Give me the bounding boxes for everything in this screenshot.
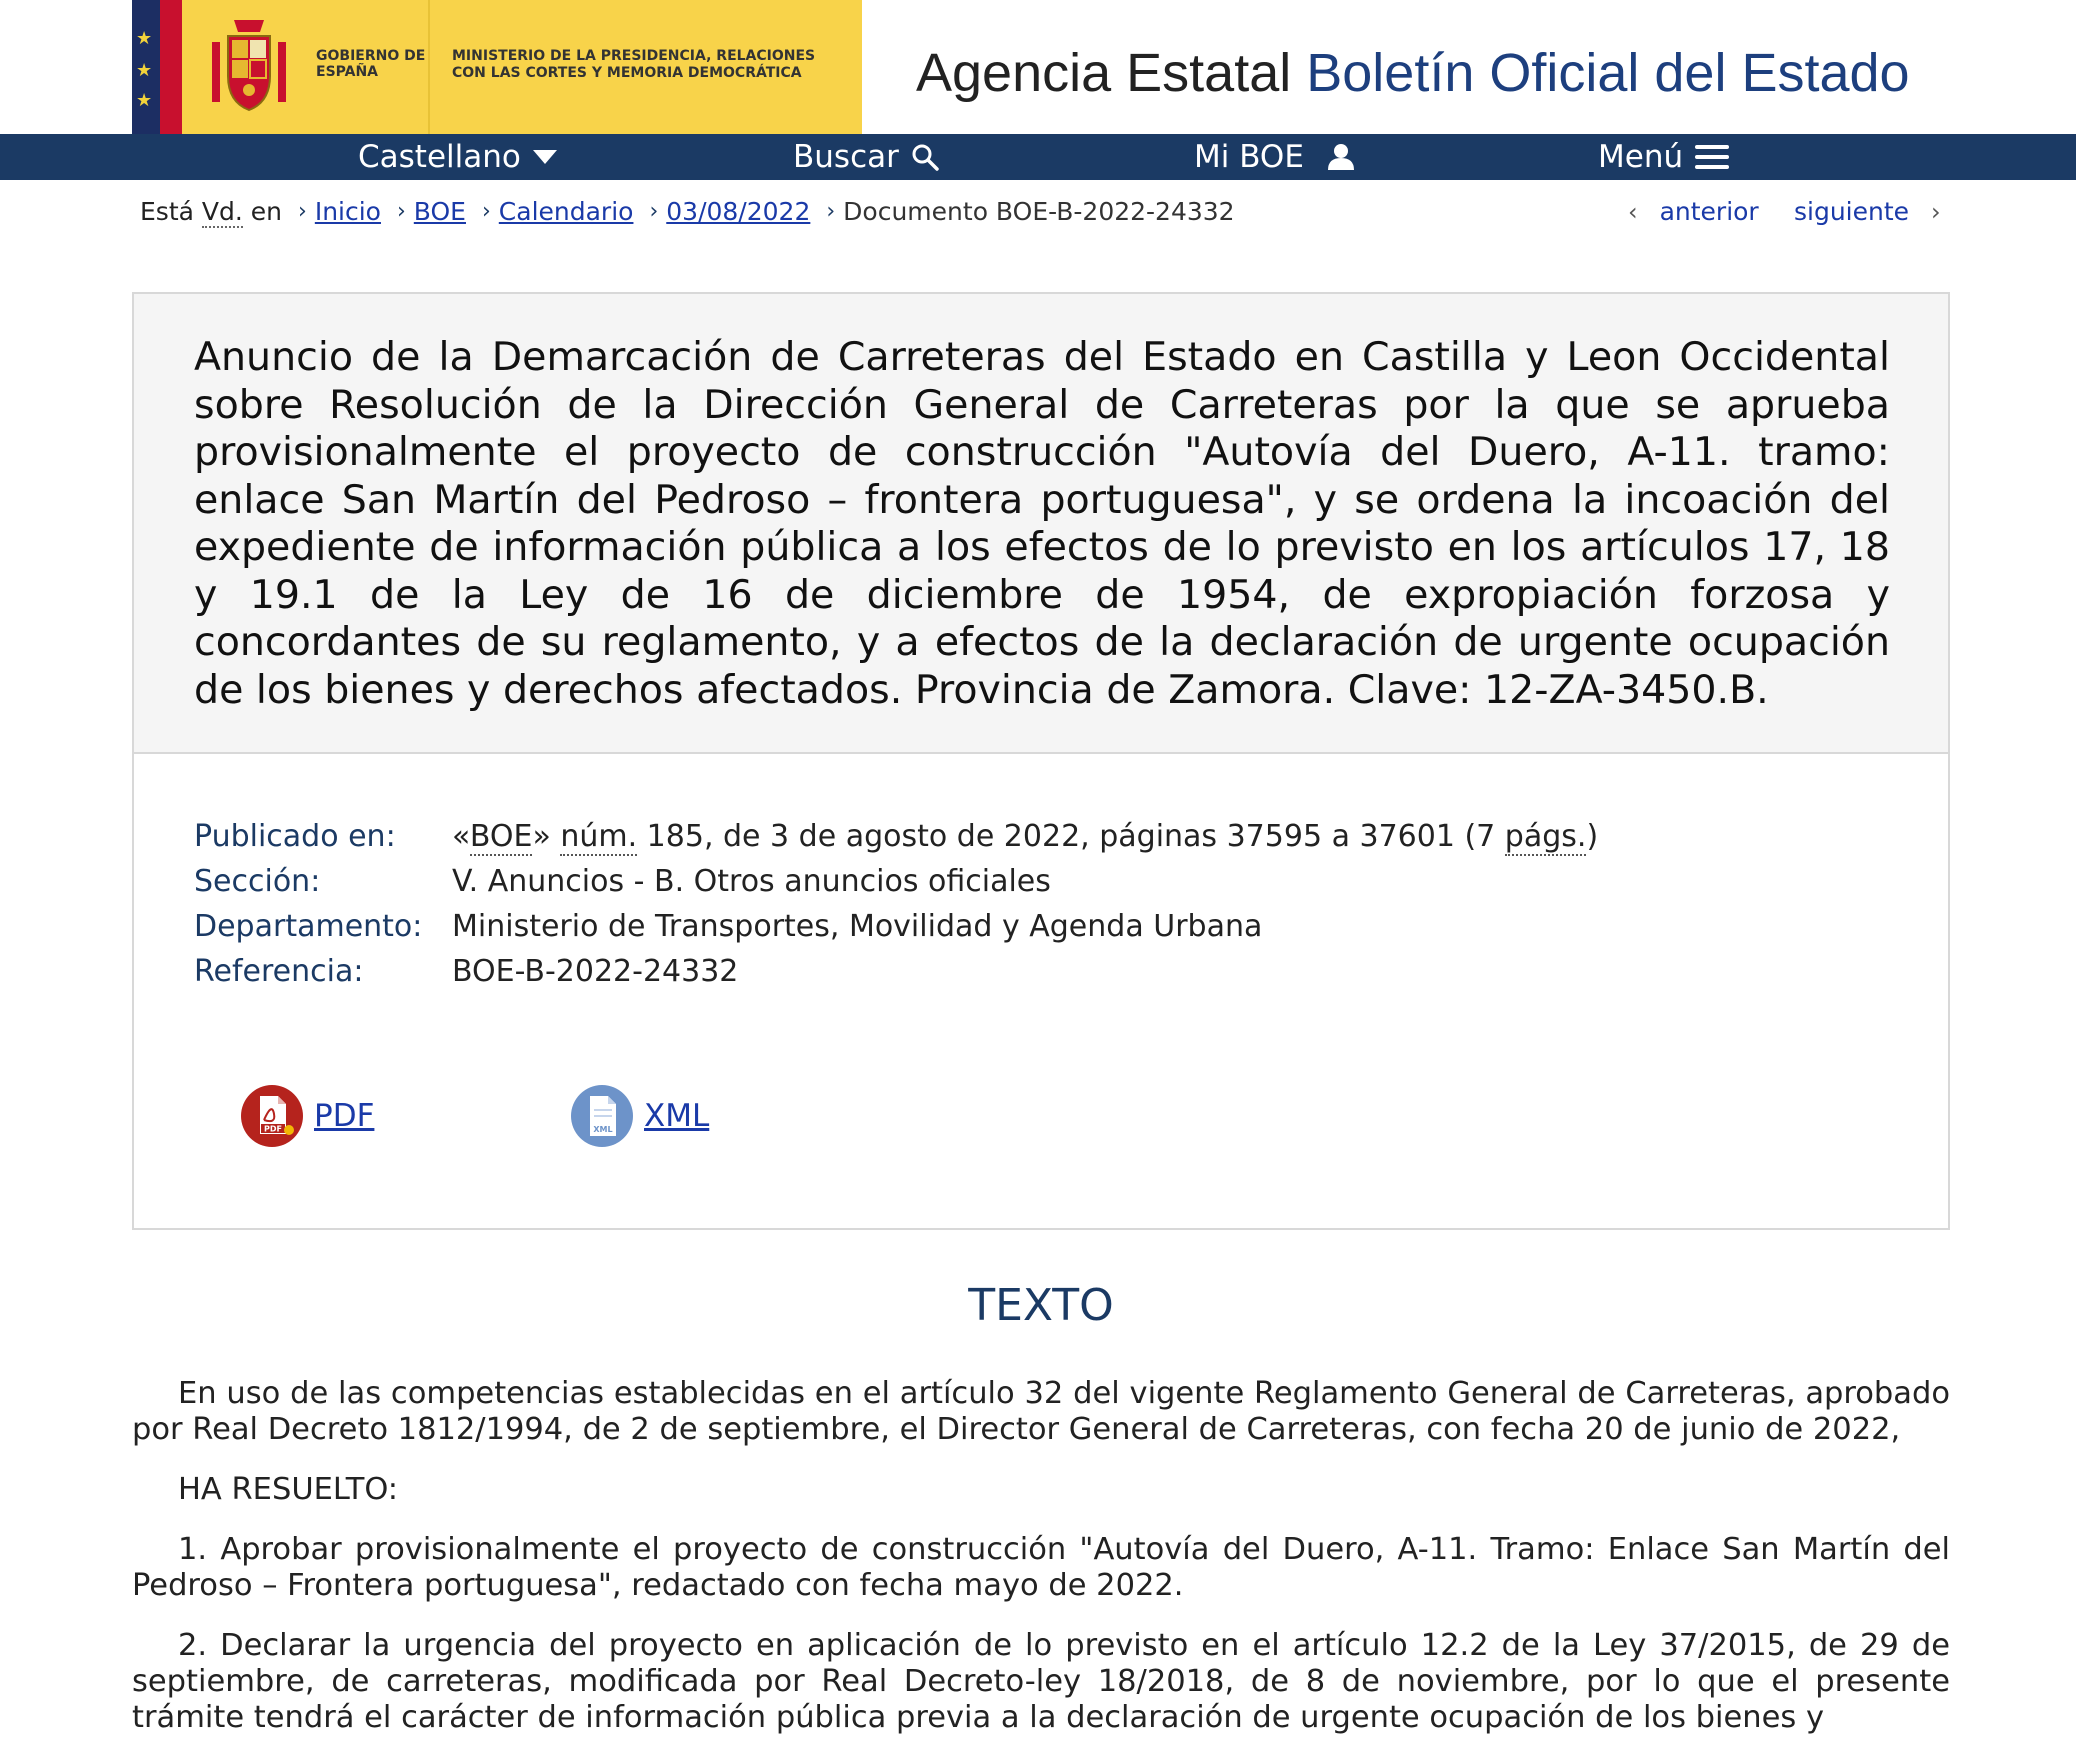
- pdf-download[interactable]: [240, 1084, 374, 1148]
- meta-value-section: V. Anuncios - B. Otros anuncios oficiales: [452, 864, 1051, 899]
- body-paragraph: 2. Declarar la urgencia del proyecto en aplicación de lo previsto en el artículo 12.2 de la Ley 37/2015, de 29 de septiembre, de carreteras, modificada por Real Decreto-ley 18/2018, de 8 de noviembre, por lo que el presente trámite tendrá el carácter de información pública previa a la declaración de urgente ocupación de los bienes y: [132, 1628, 1950, 1735]
- meta-label-published: Publicado en:: [194, 819, 396, 854]
- chevron-left-icon: ‹: [1628, 198, 1638, 226]
- document-metadata: [194, 814, 1598, 994]
- chevron-down-icon: [533, 150, 557, 164]
- meta-value-reference: BOE-B-2022-24332: [452, 954, 739, 989]
- star-icon: ★: [136, 90, 153, 111]
- star-icon: ★: [136, 28, 153, 49]
- svg-text:XML: XML: [593, 1125, 613, 1134]
- meta-label-department: Departamento:: [194, 909, 423, 944]
- my-boe-label: Mi BOE: [1194, 139, 1304, 175]
- site-title-boe: Boletín Oficial del Estado: [1306, 43, 1910, 103]
- document-body-text: [132, 1376, 1950, 1760]
- meta-row-section: [194, 859, 1598, 904]
- chevron-right-icon: ›: [1931, 198, 1941, 226]
- xml-file-icon[interactable]: [570, 1084, 634, 1148]
- breadcrumb-lead-abbr: Vd.: [201, 197, 243, 226]
- flag-red-stripe: [160, 0, 182, 134]
- search-nav-button[interactable]: [793, 134, 939, 180]
- government-banner[interactable]: [132, 0, 862, 134]
- breadcrumb-link-inicio[interactable]: Inicio: [314, 197, 381, 226]
- chevron-right-icon: ›: [298, 199, 307, 224]
- breadcrumb-lead: [140, 194, 282, 230]
- pdf-file-icon[interactable]: [240, 1084, 304, 1148]
- chevron-right-icon: ›: [481, 199, 491, 224]
- language-selector[interactable]: [358, 134, 557, 180]
- published-num-abbr: núm.: [560, 819, 638, 854]
- body-paragraph: HA RESUELTO:: [178, 1472, 399, 1507]
- meta-row-reference: [194, 949, 1598, 994]
- next-document-link[interactable]: [1794, 194, 1941, 230]
- body-paragraph: 1. Aprobar provisionalmente el proyecto de construcción "Autovía del Duero, A-11. Tramo: Enlace San Martín del Pedroso – Frontera portuguesa", redactado con fecha mayo de 2022.: [132, 1532, 1950, 1603]
- published-close-paren: ): [1586, 819, 1599, 854]
- site-header: [0, 0, 2076, 134]
- breadcrumb-link-calendario[interactable]: Calendario: [498, 197, 634, 226]
- ministry-label: MINISTERIO DE LA PRESIDENCIA, RELACIONES CON LAS CORTES Y MEMORIA DEMOCRÁTICA: [452, 48, 816, 81]
- language-label: Castellano: [358, 139, 521, 175]
- site-title[interactable]: [916, 38, 1910, 108]
- star-icon: ★: [136, 60, 153, 81]
- breadcrumb-current: Documento BOE-B-2022-24332: [843, 197, 1235, 226]
- xml-download[interactable]: [570, 1084, 709, 1148]
- chevron-right-icon: ›: [826, 199, 836, 224]
- document-title-area: [134, 294, 1948, 754]
- meta-row-department: [194, 904, 1598, 949]
- government-label: GOBIERNO DE ESPAÑA: [316, 48, 426, 80]
- my-boe-nav-button[interactable]: [1194, 134, 1356, 180]
- coat-of-arms-icon: [204, 14, 294, 118]
- published-pags-abbr: págs.: [1504, 819, 1587, 854]
- chevron-right-icon: ›: [396, 199, 406, 224]
- published-boe-abbr: BOE: [469, 819, 533, 854]
- meta-label-reference: Referencia:: [194, 954, 364, 989]
- published-open-quote: «: [452, 819, 470, 854]
- meta-label-section: Sección:: [194, 864, 321, 899]
- text-section-heading: TEXTO: [968, 1280, 1114, 1331]
- main-navbar: [0, 134, 2076, 180]
- site-title-agency: Agencia Estatal: [916, 43, 1292, 103]
- menu-label: Menú: [1598, 139, 1684, 175]
- search-icon: [911, 143, 939, 171]
- svg-text:PDF: PDF: [264, 1124, 282, 1134]
- user-icon: [1326, 143, 1356, 171]
- breadcrumb-lead-suffix: en: [250, 197, 283, 226]
- menu-nav-button[interactable]: [1598, 134, 1729, 180]
- document-title: Anuncio de la Demarcación de Carreteras del Estado en Castilla y Leon Occidental sobre Resolución de la Dirección General de Carreteras por la que se aprueba provisionalmente el proyecto de construcción "Autovía del Duero, A-11. tramo: enlace San Martín del Pedroso – frontera portuguesa", y se ordena la incoación del expediente de información pública a los efectos de lo previsto en los artículos 17, 18 y 19.1 de la Ley de 16 de diciembre de 1954, de expropiación forzosa y concordantes de su reglamento, y a efectos de la declaración de urgente ocupación de los bienes y derechos afectados. Provincia de Zamora. Clave: 12-ZA-3450.B.: [194, 334, 1890, 713]
- previous-label: anterior: [1659, 197, 1759, 226]
- xml-link[interactable]: XML: [644, 1098, 710, 1134]
- eu-flag-strip: [132, 0, 160, 134]
- breadcrumb-lead-prefix: Está: [140, 197, 194, 226]
- body-paragraph: En uso de las competencias establecidas en el artículo 32 del vigente Reglamento General de Carreteras, aprobado por Real Decreto 1812/1994, de 2 de septiembre, el Director General de Carreteras, con fecha 20 de junio de 2022,: [132, 1376, 1950, 1447]
- pdf-link[interactable]: PDF: [314, 1098, 375, 1134]
- hamburger-menu-icon: [1695, 144, 1729, 170]
- meta-value-department: Ministerio de Transportes, Movilidad y Agenda Urbana: [452, 909, 1263, 944]
- previous-document-link[interactable]: [1628, 194, 1759, 230]
- banner-divider: [428, 0, 430, 134]
- meta-value-published: [452, 814, 1598, 859]
- next-label: siguiente: [1794, 197, 1910, 226]
- chevron-right-icon: ›: [649, 199, 659, 224]
- breadcrumb-link-boe[interactable]: BOE: [413, 197, 466, 226]
- published-text: 185, de 3 de agosto de 2022, páginas 37595 a 37601 (7: [637, 819, 1505, 854]
- published-close-quote: »: [532, 819, 561, 854]
- meta-row-published: [194, 814, 1598, 859]
- breadcrumb-link-date[interactable]: 03/08/2022: [666, 197, 811, 226]
- breadcrumb: [140, 194, 1235, 230]
- document-summary-box: [132, 292, 1950, 1230]
- search-label: Buscar: [793, 139, 899, 175]
